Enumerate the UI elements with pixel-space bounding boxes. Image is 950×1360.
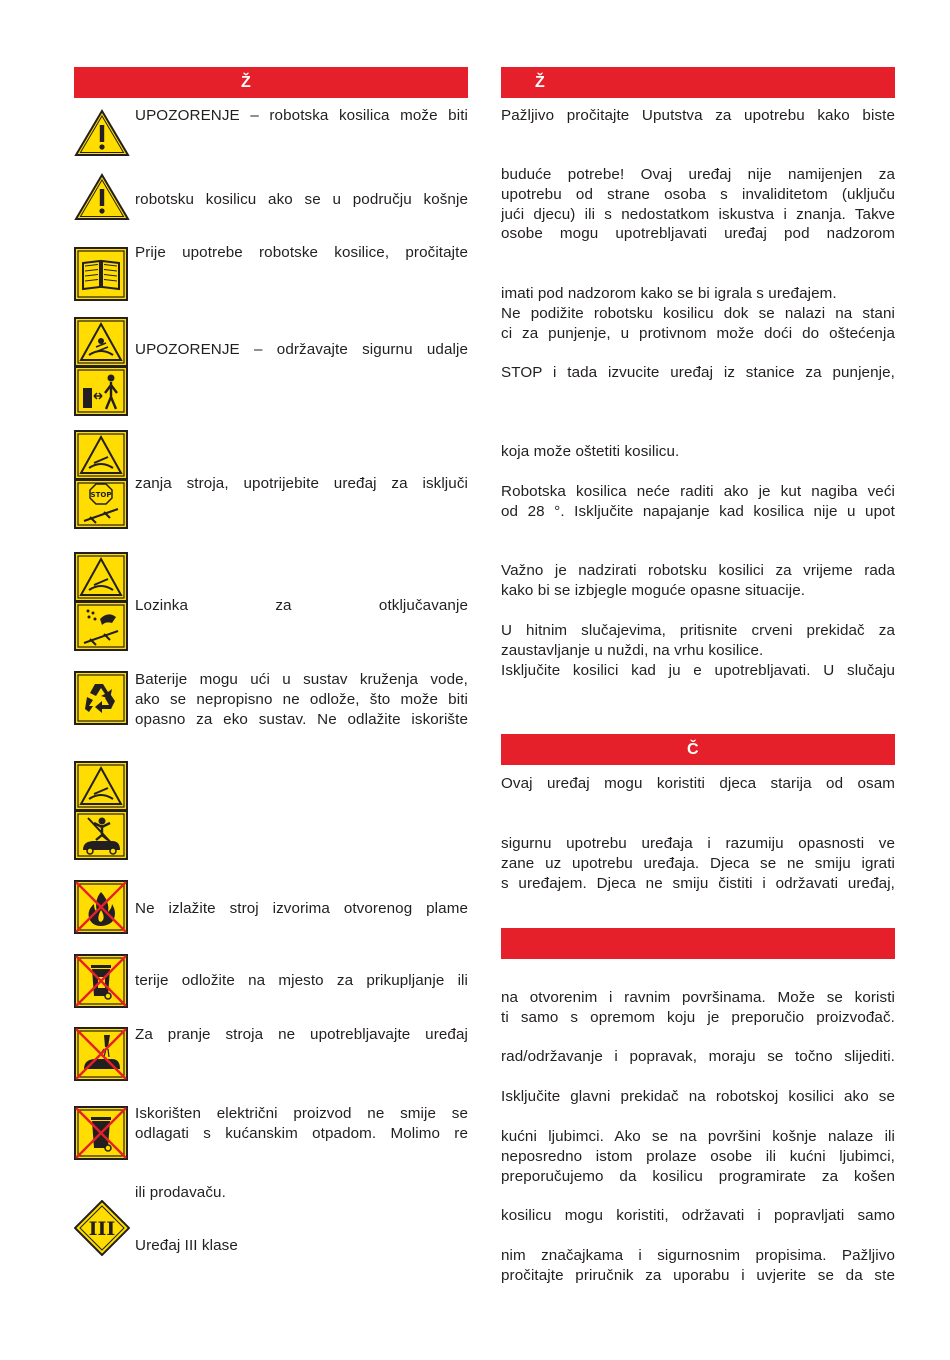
right-paragraph (501, 482, 895, 522)
text-line: Iskorišten električni proizvod ne smije se (135, 1105, 468, 1122)
text-line: Lozinka za otključavanje (135, 597, 468, 614)
right-section-header-2-label: Č (687, 741, 699, 758)
svg-text:STOP: STOP (90, 491, 112, 499)
left-row-text (135, 1104, 468, 1144)
text-line: kućni ljubimci. Ako se na površini košnje nalaze ili (501, 1128, 895, 1145)
weee-bin-icon (74, 1106, 128, 1160)
text-line: Ovaj uređaj mogu koristiti djeca starija od osam (501, 775, 895, 792)
text-line: zanja stroja, upotrijebite uređaj za isključi (135, 475, 468, 492)
text-line: od 28 °. Isključite napajanje kad kosilica nije u upot (501, 502, 895, 520)
text-line: jući djecu) ili s nedostatkom iskustva i znanja. Takve (501, 205, 895, 223)
right-paragraph (501, 106, 895, 126)
text-line: Baterije mogu ući u sustav kruženja vode, (135, 671, 468, 688)
text-line: ti samo s opremom koju je preporučio proizvođač. (501, 1008, 895, 1026)
right-paragraph (501, 774, 895, 794)
text-line: Ne podižite robotsku kosilicu dok se nalazi na stani (501, 304, 895, 322)
text-line: U hitnim slučajevima, pritisnite crveni prekidač za (501, 622, 895, 639)
text-line: Za pranje stroja ne upotrebljavajte uređaj (135, 1026, 468, 1043)
text-line: ako se nepropisno ne odlože, što može biti (135, 690, 468, 708)
text-line: kosilicu mogu koristiti, održavati i popravljati samo (501, 1207, 895, 1224)
text-line: robotsku kosilicu ako se u području košnje (135, 191, 468, 208)
right-section-header (501, 67, 895, 98)
right-paragraph (501, 1246, 895, 1286)
left-row-text (135, 190, 468, 210)
no-open-flame-icon (74, 880, 128, 934)
no-battery-bin-icon (74, 954, 128, 1008)
stop-button-icon (74, 479, 128, 529)
text-line: koja može oštetiti kosilicu. (501, 443, 680, 460)
text-line: Isključite kosilici kad ju e upotrebljavati. U slučaju (501, 661, 895, 679)
recycle-icon (74, 671, 128, 725)
right-paragraph (501, 1127, 895, 1186)
left-row-text (135, 971, 468, 991)
text-line: Isključite glavni prekidač na robotskoj kosilici ako se (501, 1088, 895, 1105)
left-row-text (135, 1025, 468, 1045)
text-line: pročitajte priručnik za uporabu i uvjerite se da ste (501, 1266, 895, 1284)
blade-hazard-icon (74, 317, 128, 367)
text-line: sigurnu upotrebu uređaja i razumiju opasnosti ve (501, 835, 895, 852)
left-section-header-label: Ž (241, 74, 251, 91)
right-paragraph (501, 988, 895, 1028)
warning-triangle-icon (74, 173, 130, 221)
text-line: kako bi se izbjegle moguće opasne situacije. (501, 581, 806, 599)
text-line: Pažljivo pročitajte Uputstva za upotrebu kako biste (501, 107, 895, 124)
text-line: neposredno istom prolaze osobe ili kućni ljubimci, (501, 1147, 895, 1165)
right-paragraph (501, 621, 895, 680)
text-line: Važno je nadzirati robotsku kosilici za vrijeme rada (501, 562, 895, 579)
keep-distance-icon (74, 366, 128, 416)
text-line: UPOZORENJE – održavajte sigurnu udalje (135, 341, 468, 358)
text-line: Robotska kosilica neće raditi ako je kut nagiba veći (501, 483, 895, 500)
warning-triangle-icon (74, 109, 130, 157)
text-line: imati pod nadzorom kako se bi igrala s uređajem. (501, 285, 837, 302)
text-line: preporučujemo da kosilicu programirate za košen (501, 1167, 895, 1185)
right-paragraph (501, 561, 895, 601)
text-line: Prije upotrebe robotske kosilice, pročitajte (135, 244, 468, 261)
text-line: ci za punjenje, u protivnom može doći do oštećenja (501, 324, 895, 342)
left-row-text (135, 474, 468, 494)
left-row-text (135, 899, 468, 919)
text-line: opasno za eko sustav. Ne odlažite iskorište (135, 710, 468, 728)
text-line: upotrebu od strane osoba s invaliditetom (uključu (501, 185, 895, 203)
text-line: ili prodavaču. (135, 1184, 226, 1201)
left-row-text (135, 1183, 468, 1203)
right-paragraph (501, 442, 895, 462)
right-paragraph (501, 1087, 895, 1107)
text-line: Uređaj III klase (135, 1237, 238, 1254)
right-section-header-2 (501, 734, 895, 765)
left-row-text (135, 243, 468, 263)
text-line: odlagati s kućanskim otpadom. Molimo re (135, 1124, 468, 1142)
left-row-text (135, 106, 468, 126)
right-paragraph (501, 284, 895, 343)
right-paragraph (501, 1047, 895, 1067)
text-line: zaustavljanje u nuždi, na vrhu kosilice. (501, 641, 764, 659)
hand-hazard-icon (74, 601, 128, 651)
text-line: rad/održavanje i popravak, moraju se točno slijediti. (501, 1048, 895, 1065)
blade-hazard-icon (74, 430, 128, 480)
class-iii-icon (74, 1200, 130, 1256)
left-row-text (135, 340, 468, 360)
right-section-header-3 (501, 928, 895, 959)
text-line: nim značajkama i sigurnosnim propisima. Pažljivo (501, 1247, 895, 1264)
svg-text:III: III (88, 1218, 116, 1240)
text-line: Ne izlažite stroj izvorima otvorenog plame (135, 900, 468, 917)
blade-hazard-icon (74, 552, 128, 602)
left-row-text (135, 1236, 468, 1256)
left-row-text (135, 596, 468, 616)
text-line: na otvorenim i ravnim površinama. Može se koristi (501, 989, 895, 1006)
right-paragraph (501, 363, 895, 383)
right-paragraph (501, 165, 895, 244)
text-line: s uređajem. Djeca ne smiju čistiti i održavati uređaj, (501, 874, 895, 892)
text-line: terije odložite na mjesto za prikupljanje ili (135, 972, 468, 989)
right-paragraph (501, 1206, 895, 1226)
text-line: zane uz upotrebu uređaja. Djeca se ne smiju igrati (501, 854, 895, 872)
do-not-ride-icon (74, 810, 128, 860)
right-section-header-label: Ž (535, 74, 545, 91)
right-paragraph (501, 834, 895, 893)
text-line: UPOZORENJE – robotska kosilica može biti (135, 107, 468, 124)
left-section-header (74, 67, 468, 98)
blade-hazard-icon (74, 761, 128, 811)
text-line: osobe mogu upotrebljavati uređaj pod nadzorom (501, 225, 895, 243)
no-pressure-washer-icon (74, 1027, 128, 1081)
text-line: buduće potrebe! Ovaj uređaj nije namijenjen za (501, 166, 895, 183)
left-row-text (135, 670, 468, 729)
text-line: STOP i tada izvucite uređaj iz stanice za punjenje, (501, 364, 895, 381)
read-manual-icon (74, 247, 128, 301)
